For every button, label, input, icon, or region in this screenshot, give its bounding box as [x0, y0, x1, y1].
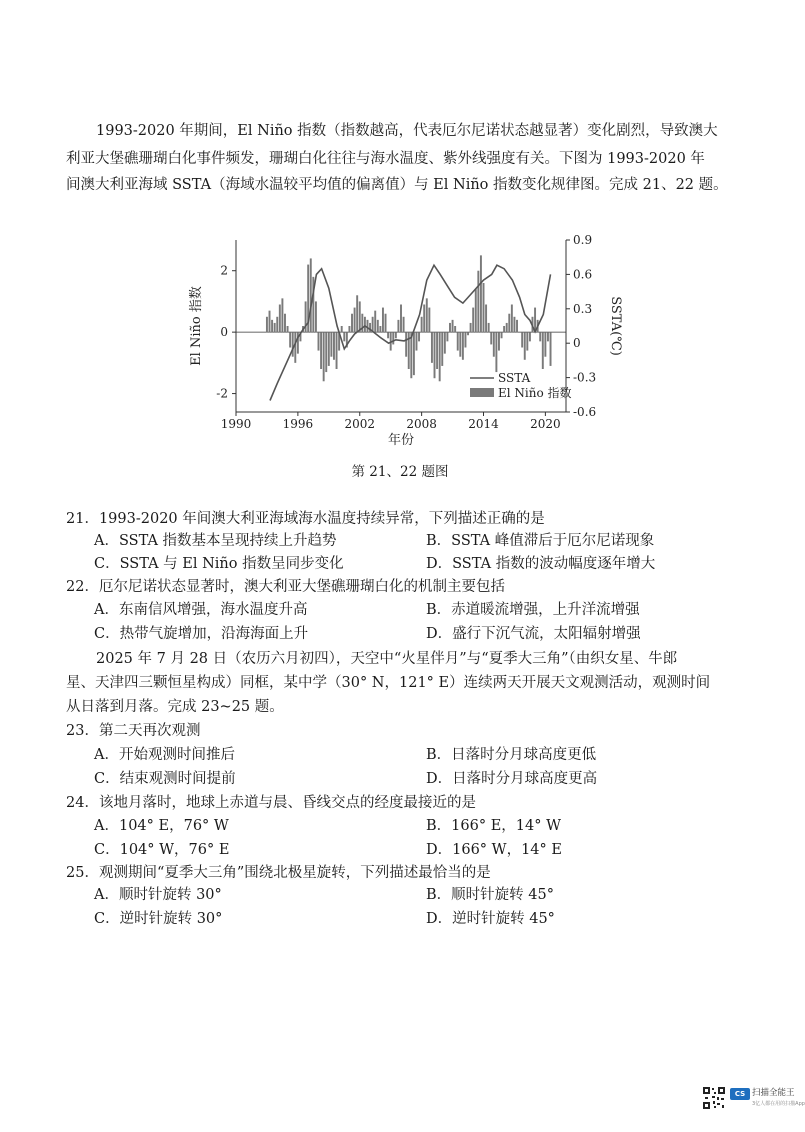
enso-bar — [266, 317, 268, 332]
q25-stem: 25．观测期间“夏季大三角”围绕北极星旋转，下列描述最恰当的是 — [66, 865, 491, 881]
enso-bar — [276, 317, 278, 332]
enso-bar — [550, 332, 552, 366]
enso-bar — [477, 271, 479, 332]
q24-stem: 24．该地月落时，地球上赤道与晨、昏线交点的经度最接近的是 — [66, 795, 476, 811]
enso-bar — [421, 317, 423, 332]
enso-bar — [413, 332, 415, 375]
q21-option-b: B．SSTA 峰值滞后于厄尔尼诺现象 — [426, 533, 655, 549]
right-tick-label: -0.3 — [573, 370, 597, 385]
legend-bar-swatch — [470, 388, 494, 397]
enso-bar — [436, 332, 438, 369]
enso-bar — [439, 332, 441, 381]
enso-bar — [289, 332, 291, 347]
scanner-logo: CS — [730, 1088, 750, 1100]
qr-code-icon — [702, 1086, 726, 1110]
enso-bar — [508, 314, 510, 332]
x-tick-label: 2014 — [468, 417, 499, 431]
enso-bar — [310, 258, 312, 332]
enso-bar — [547, 332, 549, 341]
enso-bar — [323, 332, 325, 381]
enso-bar — [333, 332, 335, 360]
q21-stem: 21．1993-2020 年间澳大利亚海域海水温度持续异常，下列描述正确的是 — [66, 511, 545, 527]
right-tick-label: 0 — [573, 336, 581, 351]
enso-bar — [315, 301, 317, 332]
enso-bar — [400, 305, 402, 333]
scanner-subtitle: 3亿人都在用的扫描App — [752, 1101, 805, 1107]
enso-bar — [379, 326, 381, 332]
enso-bar — [397, 320, 399, 332]
enso-bar — [483, 283, 485, 332]
intro2-line-3: 从日落到月落。完成 23~25 题。 — [66, 699, 284, 715]
enso-bar — [392, 332, 394, 344]
legend-ssta-label: SSTA — [498, 371, 531, 385]
enso-bar — [372, 317, 374, 332]
enso-bar — [441, 332, 443, 366]
enso-bar — [516, 320, 518, 332]
enso-bar — [330, 332, 332, 357]
enso-bar — [490, 332, 492, 344]
enso-bar — [281, 298, 283, 332]
enso-bar — [449, 323, 451, 332]
enso-bar — [524, 332, 526, 360]
enso-bar — [395, 332, 397, 338]
enso-bar — [320, 332, 322, 369]
enso-bar — [341, 326, 343, 332]
enso-bar — [348, 326, 350, 332]
enso-bar — [377, 320, 379, 332]
x-tick-label: 2002 — [344, 417, 376, 431]
enso-bar — [526, 332, 528, 350]
enso-bar — [513, 317, 515, 332]
enso-bar — [462, 332, 464, 360]
right-axis-label: SSTA(℃) — [608, 296, 623, 356]
q24-option-b: B．166° E，14° W — [426, 818, 561, 834]
right-tick-label: 0.9 — [573, 233, 593, 247]
q24-option-d: D．166° W，14° E — [426, 842, 562, 858]
enso-bar — [539, 332, 541, 341]
intro2-line-1: 2025 年 7 月 28 日（农历六月初四），天空中“火星伴月”与“夏季大三角”（由织女星、牛郎 — [96, 651, 678, 667]
q23-option-a: A．开始观测时间推后 — [94, 747, 235, 763]
intro2-line-2: 星、天津四三颗恒星构成）同框，某中学（30° N，121° E）连续两天开展天文观测活动，观测时间 — [66, 675, 711, 691]
enso-bar — [464, 332, 466, 347]
q22-option-d: D．盛行下沉气流，太阳辐射增强 — [426, 626, 641, 642]
enso-bar — [269, 311, 271, 333]
legend-enso-label: El Niño 指数 — [498, 386, 572, 400]
enso-bar — [428, 308, 430, 333]
enso-bar — [385, 314, 387, 332]
enso-bar — [444, 332, 446, 354]
scanner-watermark — [700, 1082, 805, 1122]
enso-bar — [431, 332, 433, 363]
enso-bar — [470, 323, 472, 332]
enso-bar — [336, 332, 338, 369]
enso-bar — [292, 332, 294, 357]
left-tick-label: -2 — [216, 386, 228, 401]
enso-bar — [294, 332, 296, 363]
chart-svg — [180, 228, 623, 458]
left-tick-label: 0 — [220, 325, 228, 340]
enso-bar — [343, 332, 345, 341]
enso-bar — [475, 289, 477, 332]
q22-option-b: B．赤道暖流增强，上升洋流增强 — [426, 602, 640, 618]
q23-option-d: D．日落时分月球高度更高 — [426, 771, 598, 787]
enso-bar — [284, 314, 286, 332]
enso-bar — [434, 332, 436, 378]
intro-line-2: 利亚大堡礁珊瑚白化事件频发，珊瑚白化往往与海水温度、紫外线强度有关。下图为 1993-2020 年 — [66, 151, 705, 167]
enso-bar — [410, 332, 412, 378]
enso-bar — [416, 332, 418, 350]
enso-bar — [501, 332, 503, 338]
q23-stem: 23．第二天再次观测 — [66, 723, 201, 739]
enso-bar — [356, 295, 358, 332]
enso-bar — [446, 332, 448, 341]
enso-bar — [542, 332, 544, 369]
enso-bar — [426, 298, 428, 332]
enso-bar — [287, 326, 289, 332]
enso-bar — [521, 332, 523, 347]
enso-bar — [493, 332, 495, 357]
q23-option-b: B．日落时分月球高度更低 — [426, 747, 597, 763]
enso-bar — [459, 332, 461, 357]
enso-bar — [318, 332, 320, 350]
x-axis-label: 年份 — [387, 433, 415, 448]
figure-caption: 第 21、22 题图 — [351, 464, 449, 480]
q21-option-d: D．SSTA 指数的波动幅度逐年增大 — [426, 556, 656, 572]
enso-bar — [544, 332, 546, 357]
enso-bar — [472, 308, 474, 333]
enso-bar — [364, 317, 366, 332]
enso-bar — [467, 332, 469, 335]
enso-ssta-chart — [180, 228, 623, 458]
enso-bar — [506, 323, 508, 332]
enso-bar — [529, 332, 531, 341]
q23-option-c: C．结束观测时间提前 — [94, 771, 236, 787]
enso-bar — [271, 320, 273, 332]
q24-option-a: A．104° E，76° W — [94, 818, 229, 834]
intro-line-1: 1993-2020 年期间，El Niño 指数（指数越高，代表厄尔尼诺状态越显著）变化剧烈，导致澳大 — [96, 123, 718, 139]
enso-bar — [418, 332, 420, 341]
enso-bar — [454, 326, 456, 332]
enso-bar — [488, 323, 490, 332]
q21-option-a: A．SSTA 指数基本呈现持续上升趋势 — [94, 533, 337, 549]
enso-bar — [480, 255, 482, 332]
x-tick-label: 1996 — [282, 417, 314, 431]
enso-bar — [382, 308, 384, 333]
enso-bar — [328, 332, 330, 366]
right-tick-label: 0.3 — [573, 301, 593, 316]
intro-line-3: 间澳大利亚海域 SSTA（海域水温较平均值的偏离值）与 El Niño 指数变化规律图。完成 21、22 题。 — [66, 177, 728, 193]
enso-bar — [374, 311, 376, 333]
q22-option-c: C．热带气旋增加，沿海海面上升 — [94, 626, 309, 642]
enso-bar — [387, 332, 389, 338]
enso-bar — [405, 332, 407, 357]
q24-option-c: C．104° W，76° E — [94, 842, 230, 858]
enso-bar — [354, 308, 356, 333]
x-tick-label: 2008 — [406, 417, 437, 431]
enso-bar — [498, 332, 500, 350]
x-tick-label: 1990 — [220, 417, 252, 431]
q22-stem: 22．厄尔尼诺状态显著时，澳大利亚大堡礁珊瑚白化的机制主要包括 — [66, 579, 505, 595]
q25-option-a: A．顺时针旋转 30° — [94, 887, 222, 903]
scanner-name: 扫描全能王 — [752, 1088, 795, 1098]
enso-bar — [351, 314, 353, 332]
enso-bar — [367, 320, 369, 332]
q25-option-c: C．逆时针旋转 30° — [94, 911, 223, 927]
q22-option-a: A．东南信风增强，海水温度升高 — [94, 602, 308, 618]
enso-bar — [503, 326, 505, 332]
q21-option-c: C．SSTA 与 El Niño 指数呈同步变化 — [94, 556, 344, 572]
enso-bar — [495, 332, 497, 372]
x-tick-label: 2020 — [530, 417, 561, 431]
enso-bar — [485, 305, 487, 333]
enso-bar — [511, 305, 513, 333]
right-tick-label: -0.6 — [573, 405, 597, 419]
enso-bar — [359, 301, 361, 332]
left-axis-label: El Niño 指数 — [189, 286, 204, 366]
enso-bar — [279, 305, 281, 333]
enso-bar — [325, 332, 327, 372]
left-tick-label: 2 — [220, 263, 228, 278]
enso-bar — [452, 320, 454, 332]
enso-bar — [403, 317, 405, 332]
enso-bar — [457, 332, 459, 350]
q25-option-d: D．逆时针旋转 45° — [426, 911, 555, 927]
enso-bar — [274, 323, 276, 332]
right-tick-label: 0.6 — [573, 267, 593, 282]
q25-option-b: B．顺时针旋转 45° — [426, 887, 554, 903]
enso-bar — [423, 305, 425, 333]
